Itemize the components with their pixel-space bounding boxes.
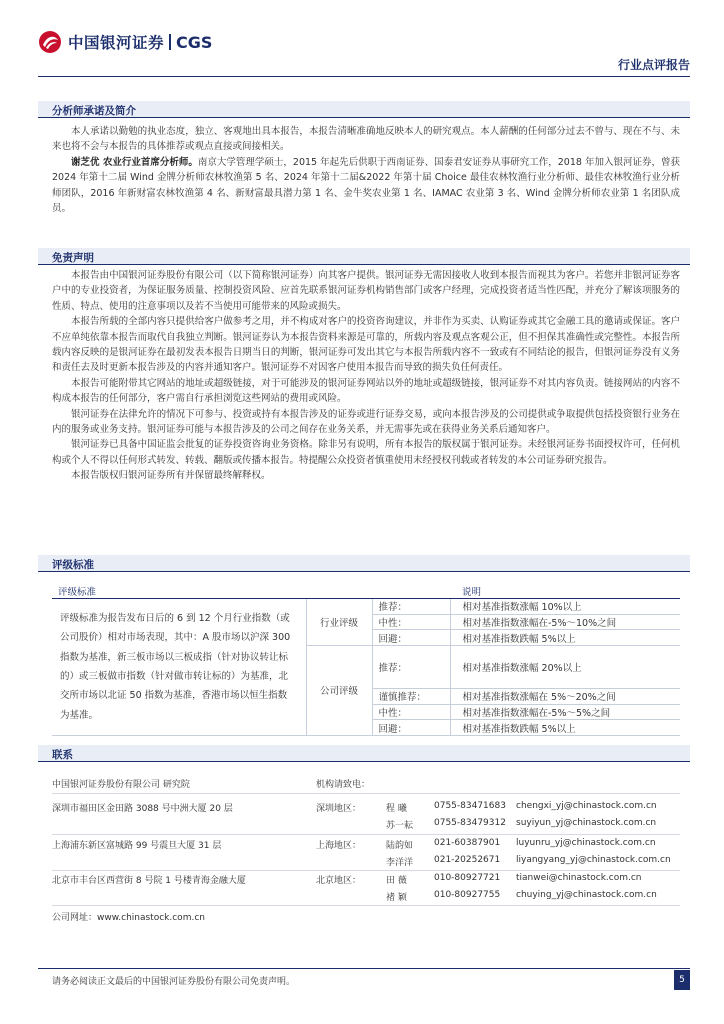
analyst-bio-text: 南京大学管理学硕士，2015 年起先后供职于西南证券、国泰君安证券从事研究工作，2018 年加入银河证券，曾获 2024 年第十二届 Wind 金牌分析师农林牧渔第 5 名、2024 年第十二届&2022 年第十届 Choice 最佳农林牧渔行业分析师、最佳农林牧渔行业分析师团队，2016 年新财富农林牧渔第 4 名、新财富最具潜力第 1 名、金牛奖农业第 1 名、IAMAC 农业第 3 名、Wind 金牌分析师农业第 1 名团队成员。 (52, 156, 680, 215)
contact-email[interactable]: luyunru_yj@chinastock.com.cn (516, 838, 656, 848)
rating-description: 评级标准为报告发布日后的 6 到 12 个月行业指数（或公司股价）相对市场表现，其中：A 股市场以沪深 300 指数为基准，新三板市场以三板成指（针对协议转让标的）或三板做市指数（针对做市转让标的）为基准，北交所市场以北证 50 指数为基准，香港市场以恒生指数为基准。 (52, 599, 306, 736)
contact-phone: 0755-83479312 (434, 818, 506, 828)
sales-contact-title: 机构请致电： (316, 780, 371, 790)
rating-level: 中性： (372, 704, 450, 720)
contact-phone: 021-20252671 (434, 855, 501, 865)
footer-disclaimer-note: 请务必阅读正文最后的中国银河证券股份有限公司免责声明。 (52, 977, 296, 987)
region-shanghai: 上海地区： (316, 841, 362, 851)
rating-level: 谨慎推荐： (372, 689, 450, 705)
contact-name: 程 曦 (386, 804, 407, 814)
section-contact-title: 联系 (52, 749, 73, 761)
report-type-label: 行业点评报告 (617, 58, 690, 72)
industry-rating-label: 行业评级 (306, 599, 372, 646)
rating-explain: 相对基准指数跌幅 5%以上 (450, 630, 680, 646)
contact-name: 田 薇 (386, 876, 407, 886)
disclaimer-p2: 本报告所载的全部内容只提供给客户做参考之用，并不构成对客户的投资咨询建议，并非作为买卖、认购证券或其它金融工具的邀请或保证。客户不应单纯依靠本报告而取代自我独立判断。银河证券认为本报告资料来源是可靠的，所载内容及观点客观公正，但不担保其准确性或完整性。本报告所载内容反映的是银河证券在最初发表本报告日期当日的判断，银河证券可发出其它与本报告所载内容不一致或有不同结论的报告，但银河证券没有义务和责任去及时更新本报告涉及的内容并通知客户。银河证券不对因客户使用本报告而导致的损失负任何责任。 (52, 316, 680, 374)
contact-name: 李洋洋 (386, 858, 414, 868)
section-disclaimer-title: 免责声明 (52, 252, 94, 264)
contact-phone: 010-80927755 (434, 890, 501, 900)
disclaimer-p6: 本报告版权归银河证券所有并保留最终解释权。 (71, 470, 271, 482)
analyst-bio (52, 155, 680, 217)
analyst-commitment: 本人承诺以勤勉的执业态度，独立、客观地出具本报告，本报告清晰准确地反映本人的研究观点。本人薪酬的任何部分过去不曾与、现在不与、未来也将不会与本报告的具体推荐或观点直接或间接相关。 (52, 126, 680, 153)
contact-name: 苏一耘 (386, 821, 414, 831)
analyst-name: 谢芝优 农业行业首席分析师。 (71, 156, 198, 168)
rating-level: 回避： (372, 630, 450, 646)
section-analyst-title: 分析师承诺及简介 (52, 105, 136, 117)
contact-email[interactable]: liyangyang_yj@chinastock.com.cn (516, 855, 671, 865)
contact-divider (52, 905, 680, 906)
disclaimer-p5: 银河证券已具备中国证监会批复的证券投资咨询业务资格。除非另有说明，所有本报告的版权属于银河证券。未经银河证券书面授权许可，任何机构或个人不得以任何形式转发、转载、翻版或传播本报告。特提醒公众投资者慎重使用未经授权刊载或者转发的本公司证券研究报告。 (52, 439, 680, 466)
section-analyst-header (38, 101, 690, 118)
rating-standard-table (52, 583, 680, 736)
footer-divider (38, 968, 690, 969)
rating-explain: 相对基准指数涨幅 20%以上 (450, 645, 680, 688)
logo-separator (169, 34, 171, 50)
rating-level: 回避： (372, 720, 450, 736)
company-rating-label: 公司评级 (306, 645, 372, 735)
rating-level: 推荐： (372, 599, 450, 615)
address-shenzhen: 深圳市福田区金田路 3088 号中洲大厦 20 层 (52, 804, 233, 814)
page-number: 5 (674, 970, 690, 990)
company-logo (38, 30, 212, 54)
table-row (52, 599, 680, 615)
rating-explain: 相对基准指数涨幅在-5%～10%之间 (450, 614, 680, 630)
section-rating-title: 评级标准 (52, 559, 94, 571)
section-rating-header (38, 555, 690, 572)
contact-name: 褚 颖 (386, 893, 407, 903)
company-website[interactable]: 公司网址：www.chinastock.com.cn (52, 913, 205, 923)
page-header (0, 0, 724, 80)
disclaimer-section-body (52, 268, 680, 484)
section-disclaimer-header (38, 248, 690, 265)
region-beijing: 北京地区： (316, 876, 362, 886)
disclaimer-p4: 银河证券在法律允许的情况下可参与、投资或持有本报告涉及的证券或进行证券交易，或向本报告涉及的公司提供或争取提供包括投资银行业务在内的服务或业务支持。银河证券可能与本报告涉及的公司之间存在业务关系，并无需事先或在获得业务关系后通知客户。 (52, 408, 680, 436)
contact-name: 陆韵如 (386, 841, 414, 851)
contact-divider (52, 793, 680, 794)
contact-phone: 010-80927721 (434, 873, 501, 883)
rating-explain: 相对基准指数涨幅在 5%～20%之间 (450, 689, 680, 705)
contact-email[interactable]: suyiyun_yj@chinastock.com.cn (516, 818, 657, 828)
galaxy-logo-icon (38, 30, 62, 54)
contact-phone: 0755-83471683 (434, 801, 506, 811)
contact-email[interactable]: chengxi_yj@chinastock.com.cn (516, 801, 657, 811)
disclaimer-p3: 本报告可能附带其它网站的地址或超级链接，对于可能涉及的银河证券网站以外的地址或超级链接，银河证券不对其内容负责。链接网站的内容不构成本报告的任何部分，客户需自行承担浏览这些网站的费用或风险。 (52, 377, 680, 405)
contact-email[interactable]: tianwei@chinastock.com.cn (516, 873, 642, 883)
rating-explain: 相对基准指数涨幅 10%以上 (450, 599, 680, 615)
address-beijing: 北京市丰台区西营街 8 号院 1 号楼青海金融大厦 (52, 876, 246, 886)
rating-table-header-row (52, 583, 680, 599)
contact-divider (52, 870, 680, 871)
rating-col-standard: 评级标准 (52, 583, 372, 599)
contact-divider (52, 834, 680, 835)
logo-text-en: CGS (176, 32, 213, 52)
contact-email[interactable]: chuying_yj@chinastock.com.cn (516, 890, 657, 900)
logo-text-cn: 中国银河证券 (68, 34, 165, 52)
rating-explain: 相对基准指数跌幅 5%以上 (450, 720, 680, 736)
rating-explain: 相对基准指数涨幅在-5%～5%之间 (450, 704, 680, 720)
region-shenzhen: 深圳地区： (316, 804, 362, 814)
section-contact-header (38, 745, 690, 762)
header-divider (38, 76, 690, 77)
address-shanghai: 上海浦东新区富城路 99 号震旦大厦 31 层 (52, 841, 222, 851)
rating-col-explain: 说明 (450, 583, 680, 599)
analyst-section-body (52, 124, 680, 216)
rating-level: 中性： (372, 614, 450, 630)
research-institute: 中国银河证券股份有限公司 研究院 (52, 780, 190, 790)
rating-level: 推荐： (372, 645, 450, 688)
contact-phone: 021-60387901 (434, 838, 501, 848)
disclaimer-p1: 本报告由中国银河证券股份有限公司（以下简称银河证券）向其客户提供。银河证券无需因接收人收到本报告而视其为客户。若您并非银河证券客户中的专业投资者，为保证服务质量、控制投资风险、应首先联系银河证券机构销售部门或客户经理，完成投资者适当性匹配，并充分了解该项服务的性质、特点、使用的注意事项以及若不当使用可能带来的风险或损失。 (52, 270, 680, 312)
